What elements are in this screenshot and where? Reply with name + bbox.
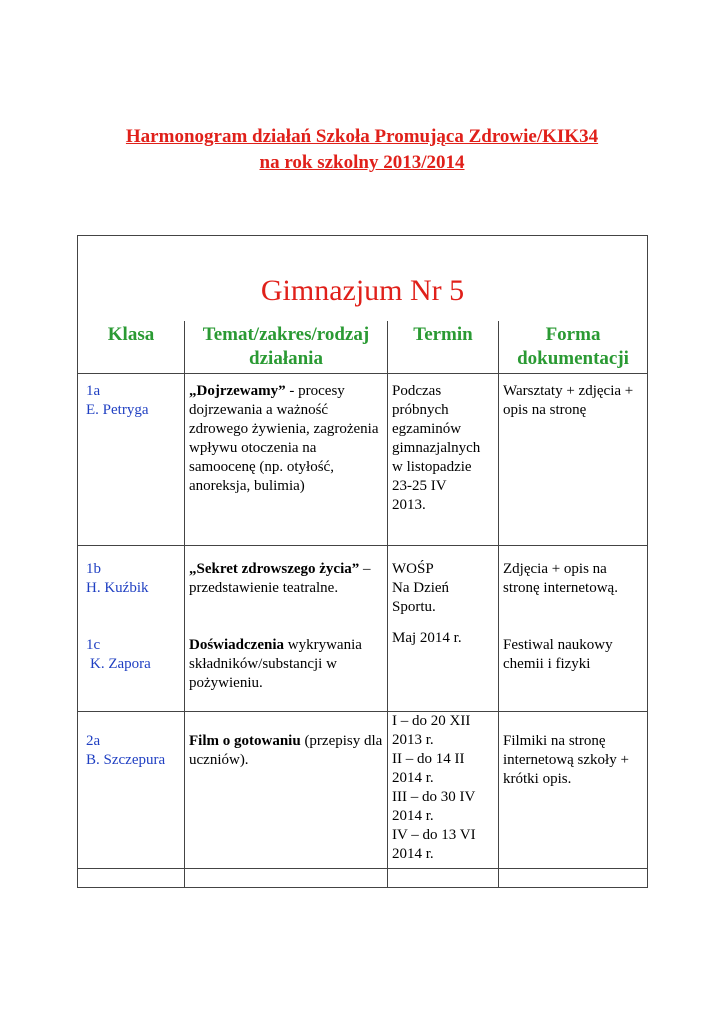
schedule-table (77, 235, 648, 888)
documentation-text: Festiwal naukowy chemii i fizyki (503, 637, 613, 672)
term-line: próbnych (392, 402, 449, 418)
topic-description: – przedstawienie teatralne. (189, 561, 371, 596)
teacher-name: E. Petryga (86, 402, 149, 418)
schedule-table-wrapper (77, 235, 647, 888)
empty-cell (499, 869, 648, 888)
term-line: Podczas (392, 383, 442, 399)
topic-description: - procesy dojrzewania a ważność zdrowego żywienia, zagrożenia wpływu otoczenia na samoocenę (np. otyłość, anoreksja, bulimia) (189, 383, 379, 494)
teacher-name: K. Zapora (90, 656, 151, 672)
topic-title: „Dojrzewamy” (189, 383, 286, 399)
term-cell (388, 712, 499, 869)
class-cell (78, 712, 185, 869)
class-code: 1a (86, 383, 101, 399)
header-klasa (78, 321, 185, 374)
header-forma-line2: dokumentacji (517, 348, 629, 369)
term-line: IV – do 13 VI (392, 827, 476, 843)
term-line: gimnazjalnych (392, 440, 481, 456)
documentation-text: Filmiki na stronę internetową szkoły + krótki opis. (503, 733, 629, 787)
term-line: 2014 r. (392, 808, 434, 824)
empty-cell (78, 869, 185, 888)
documentation-text: Zdjęcia + opis na stronę internetową. (503, 561, 618, 596)
term-line: 2014 r. (392, 770, 434, 786)
column-header-row (78, 321, 648, 374)
term-line: 23-25 IV (392, 478, 447, 494)
class-code: 1c (86, 637, 101, 653)
term-line: II – do 14 II (392, 751, 465, 767)
class-code: 1b (86, 561, 101, 577)
term-line: 2013. (392, 497, 426, 513)
term-line: w listopadzie (392, 459, 472, 475)
topic-description: (przepisy dla uczniów). (189, 733, 383, 768)
term-line: 2014 r. (392, 846, 434, 862)
header-termin-label: Termin (413, 324, 473, 345)
header-klasa-label: Klasa (107, 324, 155, 345)
header-forma (499, 321, 648, 374)
term-cell (388, 546, 499, 712)
table-row (78, 374, 648, 546)
topic-title: Film o gotowaniu (189, 733, 301, 749)
class-code: 2a (86, 733, 101, 749)
term-line: egzaminów (392, 421, 462, 437)
school-name: Gimnazjum Nr 5 (260, 274, 465, 307)
school-header-cell (78, 236, 648, 322)
topic-title: „Sekret zdrowszego życia” (189, 561, 360, 577)
term-line: Na Dzień (392, 580, 450, 596)
term-line: Sportu. (392, 599, 436, 615)
topic-description: wykrywania składników/substancji w pożywieniu. (189, 637, 362, 691)
topic-cell (185, 374, 388, 546)
header-temat-line2: działania (249, 348, 323, 369)
class-cell (78, 374, 185, 546)
document-title (0, 124, 724, 176)
table-row (78, 546, 648, 712)
title-line-2: na rok szkolny 2013/2014 (259, 152, 465, 173)
header-temat-line1: Temat/zakres/rodzaj (202, 324, 370, 345)
term-line: Maj 2014 r. (392, 630, 462, 646)
empty-cell (185, 869, 388, 888)
title-line-1: Harmonogram działań Szkoła Promująca Zdrowie/KIK34 (125, 126, 599, 147)
term-line: WOŚP (392, 561, 434, 577)
header-forma-line1: Forma (545, 324, 601, 345)
documentation-text: Warsztaty + zdjęcia + opis na stronę (503, 383, 634, 418)
topic-cell (185, 546, 388, 712)
term-cell (388, 374, 499, 546)
documentation-cell (499, 712, 648, 869)
topic-title: Doświadczenia (189, 637, 284, 653)
term-line: I – do 20 XII (392, 713, 471, 729)
teacher-name: B. Szczepura (86, 752, 166, 768)
documentation-cell (499, 374, 648, 546)
term-line: III – do 30 IV (392, 789, 476, 805)
empty-cell (388, 869, 499, 888)
empty-row (78, 869, 648, 888)
term-line: 2013 r. (392, 732, 434, 748)
table-row (78, 712, 648, 869)
teacher-name: H. Kuźbik (86, 580, 149, 596)
header-termin (388, 321, 499, 374)
topic-cell (185, 712, 388, 869)
documentation-cell (499, 546, 648, 712)
class-cell (78, 546, 185, 712)
header-temat (185, 321, 388, 374)
